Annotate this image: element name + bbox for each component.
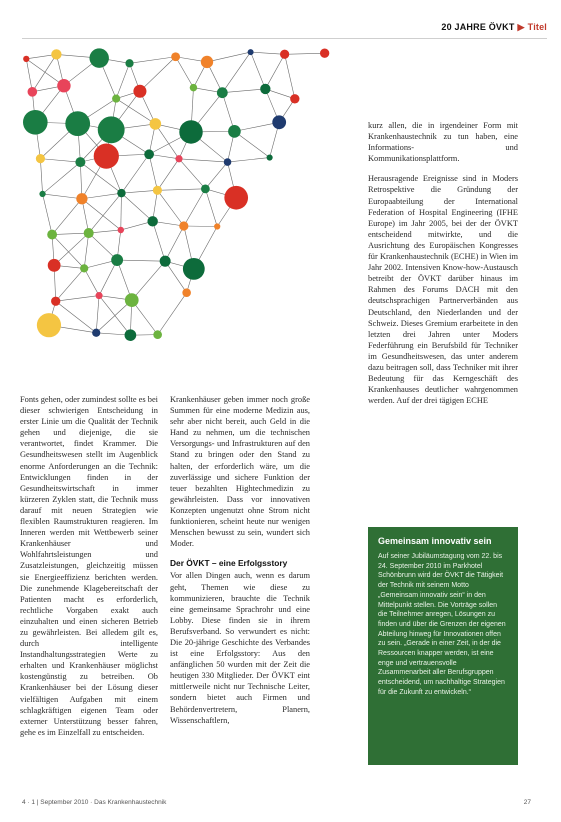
network-link bbox=[121, 193, 152, 221]
network-link bbox=[179, 159, 205, 189]
network-link bbox=[222, 52, 250, 93]
subheading: Der ÖVKT – eine Erfolgsstory bbox=[170, 558, 288, 569]
network-node bbox=[51, 49, 61, 59]
network-link bbox=[155, 124, 179, 159]
network-link bbox=[132, 261, 165, 300]
network-link bbox=[158, 293, 187, 335]
network-link bbox=[207, 52, 251, 62]
network-link bbox=[121, 154, 149, 193]
body-paragraph: Vor allen Dingen auch, wenn es darum geht, Themen wie diese zu kommunizieren, brauchte die Technik eine gemeinsame Sprachrohr und eine Lobby. Diese finden sie in ihrem Berufsverband. So verwundert es nicht: Die 20-jährige Geschichte des Verbandes ist eine Erfolgsstory: Aus den anfänglichen 50 wurden mit der Zeit die heutigen 330 Mitglieder. Der ÖVKT eint mittlerweile nicht nur Technische Leiter, sondern bietet auch Firmen und Behördenvertretern, Planern, Wissenschaftlern, bbox=[170, 571, 310, 725]
network-link bbox=[117, 260, 165, 261]
network-link bbox=[56, 268, 84, 301]
network-link bbox=[222, 89, 265, 93]
network-link bbox=[40, 159, 80, 163]
network-link bbox=[54, 233, 89, 265]
network-node bbox=[84, 228, 94, 238]
network-node bbox=[175, 155, 182, 162]
page-header bbox=[441, 22, 547, 33]
network-node bbox=[153, 330, 162, 339]
network-node bbox=[92, 329, 100, 337]
body-paragraph: Fonts gehen, oder zumindest sollte es bei dieser schwierigen Entscheidung in erster Linie um die Qualität der Technik gehen und diejenige, die sie verantwortet, findet Krammer. Die Gesundheitswesen stellt im Augenblick enorme Anforderungen an die Technik: Entwicklungen finden in der Gesundheitswirtschaft in immer kürzeren Zyklen statt, die Technik muss darauf mit neuen Strategien wie flexiblen Raumstrukturen reagieren. Im Inneren werden mit Wettbewerb seiner Krankenhäuser und Wohlfahrtsleistungen und Zusatzleistungen, gleichzeitig müssen sie Energieeffizienz berichten werden. Die zunehmende Klagebereitschaft der Patienten macht es erforderlich, rechtliche Vorgaben exakt auch einzuhalten und einen sicheren Betrieb zu gewährleisten. Bei alledem gilt es, durch intelligente Instandhaltungsstrategien Werte zu erhalten und Krankenhäuser möglichst kostengünstig zu betreiben. Ob Krankenhäuser bei der Lösung dieser vielfältigen Aufgaben mit einem schlagkräftigen eigenen Team oder externer Unterstützung besser fahren, gehe es im Einzelfall zu entscheiden. bbox=[20, 395, 158, 737]
network-node bbox=[117, 189, 125, 197]
network-node bbox=[23, 110, 48, 135]
network-node bbox=[96, 292, 103, 299]
network-link bbox=[84, 233, 88, 268]
section-tag: Titel bbox=[527, 22, 547, 32]
network-node bbox=[80, 264, 88, 272]
network-link bbox=[184, 189, 206, 226]
network-node bbox=[98, 116, 125, 143]
network-link bbox=[205, 162, 227, 189]
network-node bbox=[267, 154, 273, 160]
network-link bbox=[82, 193, 122, 199]
network-link bbox=[52, 233, 89, 235]
network-node bbox=[179, 221, 188, 230]
network-node bbox=[272, 115, 286, 129]
network-node bbox=[201, 184, 210, 193]
network-link bbox=[82, 199, 121, 230]
network-node bbox=[39, 191, 45, 197]
network-node bbox=[171, 52, 180, 61]
network-node bbox=[290, 94, 299, 103]
text-column-2 bbox=[170, 394, 310, 735]
network-link bbox=[96, 300, 132, 333]
network-link bbox=[179, 159, 228, 162]
network-node bbox=[179, 120, 202, 143]
network-link bbox=[121, 193, 122, 230]
network-link bbox=[43, 194, 53, 235]
body-paragraph: kurz allen, die in irgendeiner Form mit Krankenhaustechnik zu tun haben, eine Informations- und Kommunikationsplattform. bbox=[368, 121, 518, 164]
network-link bbox=[285, 54, 295, 99]
network-link bbox=[116, 63, 129, 98]
network-node bbox=[214, 223, 220, 229]
network-node bbox=[190, 84, 197, 91]
arrow-icon: ▶ bbox=[517, 22, 525, 32]
network-node bbox=[182, 288, 191, 297]
network-node bbox=[125, 329, 137, 341]
network-link bbox=[265, 54, 284, 89]
network-node bbox=[160, 256, 171, 267]
network-link bbox=[99, 260, 117, 296]
network-link bbox=[40, 159, 42, 194]
network-link bbox=[157, 189, 205, 190]
network-link bbox=[32, 54, 56, 91]
text-column-1 bbox=[20, 394, 158, 747]
info-box-text: Auf seiner Jubiläumstagung vom 22. bis 24. September 2010 im Parkhotel Schönbrunn wird der ÖVKT die Tätigkeit der Technik mit seinem Motto „Gemeinsam innovativ sein“ in den Mittelpunkt stellen. Die Vorträge sollen die Teilnehmer anregen, Lösungen zu finden und über die Grenzen der eigenen Abteilung hinweg für Innovationen offen zu sein. „Gerade in einer Zeit, in der die Ressourcen knapper werden, ist eine enge und vertrauensvolle Zusammenarbeit aller Berufsgruppen entscheidend, um nachhaltige Strategien für die Zukunft zu entwickeln.“ bbox=[378, 553, 506, 696]
network-node bbox=[65, 111, 90, 136]
header-divider bbox=[22, 38, 547, 39]
network-link bbox=[84, 268, 99, 295]
network-node bbox=[125, 293, 139, 307]
network-node bbox=[89, 48, 108, 67]
network-node bbox=[224, 186, 248, 210]
network-node bbox=[47, 230, 57, 240]
network-node bbox=[224, 158, 232, 166]
network-link bbox=[176, 57, 194, 88]
page-footer bbox=[22, 799, 531, 806]
network-node bbox=[118, 227, 124, 233]
network-link bbox=[121, 190, 157, 193]
network-node bbox=[217, 87, 228, 98]
network-node bbox=[94, 144, 119, 169]
network-node bbox=[320, 49, 329, 58]
network-link bbox=[96, 296, 99, 333]
network-link bbox=[165, 226, 184, 261]
body-paragraph: Herausragende Ereignisse sind in Moders Retrospektive die Gründung der Europaabteilung der International Federation of Hospital Engineering (IFHE Europe) im Jahr 2005, bei der der ÖVKT entscheidend mitwirkte, und die Ausrichtung des Europäischen Kongresses für Krankenhaustechnik (ECHE) in Wien im Jahr 2002. Intensiven Know-how-Austausch betreibt der ÖVKT darüber hinaus im Rahmen des Forums DACH mit den deutschsprachigen Partnerverbänden aus Deutschland, den Niederlanden und der Schweiz. Dieses Gremium erarbeitete in den letzten drei Jahren unter Moders Federführung ein Berufsbild für Techniker im Gesundheitswesen, das unter anderem dazu beitragen soll, dass Techniker mit ihrer Bedeutung für das Kerngeschäft des Krankenhauses deutlicher wahrgenommen werden. Auf der drei tägigen ECHE bbox=[368, 174, 518, 406]
footer-issue: 4 · 1 | September 2010 · Das Krankenhaustechnik bbox=[22, 799, 167, 806]
network-link bbox=[52, 199, 82, 235]
network-node bbox=[248, 49, 254, 55]
info-box bbox=[368, 527, 518, 765]
network-node bbox=[150, 118, 162, 130]
network-link bbox=[228, 158, 270, 163]
network-link bbox=[157, 159, 179, 191]
network-link bbox=[149, 154, 157, 190]
network-node bbox=[133, 85, 146, 98]
network-node bbox=[112, 95, 120, 103]
network-link bbox=[56, 301, 97, 333]
network-node bbox=[48, 259, 61, 272]
network-node bbox=[144, 149, 154, 159]
network-graph-illustration bbox=[0, 40, 360, 358]
network-node bbox=[260, 84, 270, 94]
network-node bbox=[37, 313, 61, 337]
network-link bbox=[157, 190, 183, 226]
network-node bbox=[51, 297, 60, 306]
network-node bbox=[125, 59, 133, 67]
text-column-3 bbox=[368, 120, 518, 415]
body-paragraph: Krankenhäuser geben immer noch große Summen für eine moderne Medizin aus, sehr aber nicht bereit, auch Geld in die Hand zu nehmen, um die technischen Versorgungs- und Infrastrukturen auf den Stand zu bringen oder den Stand zu halten, der erforderlich wäre, um die zuverlässige und sichere Funktion der teuer bezahlten Hightechmedizin zu gewährleisten. Dass vor innovativen Konzepten ungenutzt ohne Strom nicht funktionieren, scheint heute nur wenigen Menschen bewusst zu sein, wundert sich Moder. bbox=[170, 395, 310, 549]
network-node bbox=[36, 154, 45, 163]
network-link bbox=[43, 162, 81, 194]
network-link bbox=[56, 296, 99, 302]
network-link bbox=[234, 131, 269, 157]
network-link bbox=[205, 189, 217, 227]
network-node bbox=[57, 79, 70, 92]
network-node bbox=[23, 56, 29, 62]
network-node bbox=[111, 254, 123, 266]
network-link bbox=[130, 57, 176, 64]
network-node bbox=[183, 258, 205, 280]
network-link bbox=[153, 221, 165, 261]
network-link bbox=[285, 53, 325, 54]
network-link bbox=[43, 194, 82, 199]
network-node bbox=[153, 186, 162, 195]
network-node bbox=[228, 125, 241, 138]
network-link bbox=[140, 57, 176, 91]
info-box-title: Gemeinsam innovativ sein bbox=[378, 536, 492, 546]
page-number: 27 bbox=[523, 799, 531, 806]
network-link bbox=[251, 52, 285, 54]
network-link bbox=[251, 52, 266, 89]
network-link bbox=[26, 59, 32, 92]
network-node bbox=[201, 56, 213, 68]
network-node bbox=[76, 193, 87, 204]
network-node bbox=[147, 216, 157, 226]
network-node bbox=[75, 157, 85, 167]
network-link bbox=[184, 226, 217, 227]
network-node bbox=[280, 50, 289, 59]
section-label: 20 JAHRE ÖVKT bbox=[441, 22, 515, 32]
network-node bbox=[28, 87, 38, 97]
network-link bbox=[89, 193, 122, 233]
